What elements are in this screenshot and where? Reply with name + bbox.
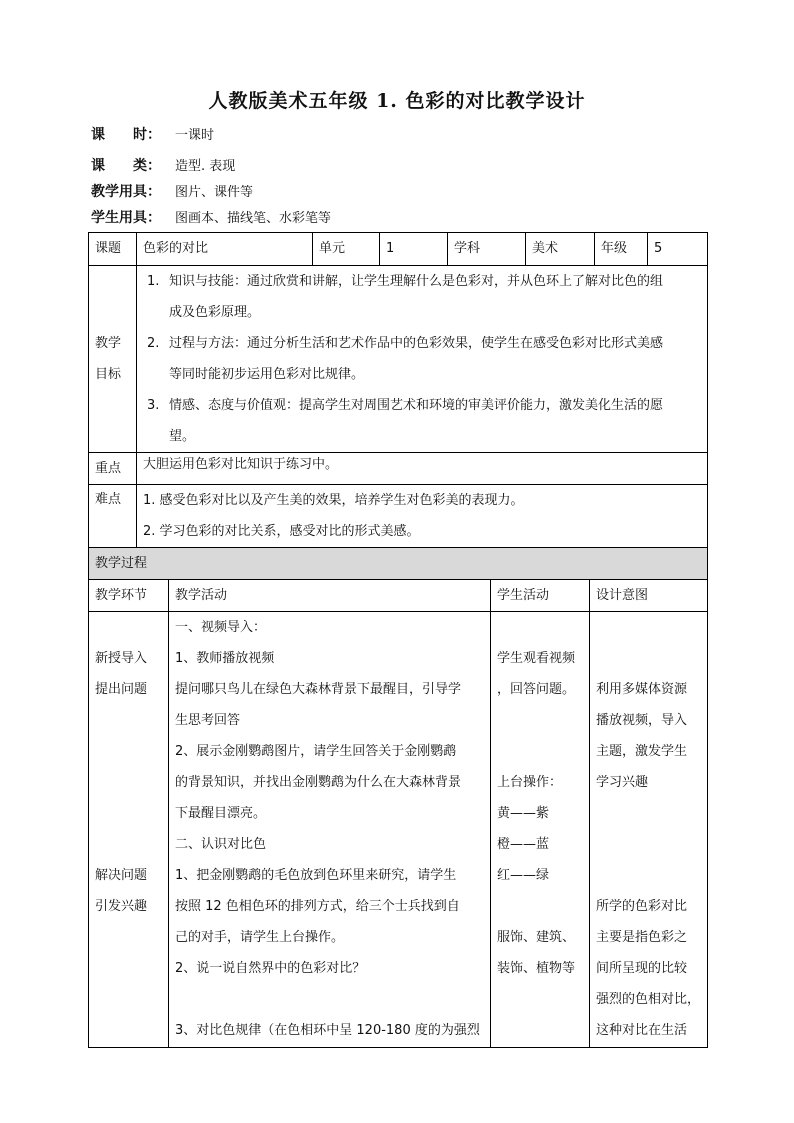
unit-value: 1 [380, 233, 448, 266]
subject-label: 学科 [448, 233, 526, 266]
stage-cell: 新授导入 提出问题 解决问题 引发兴趣 [89, 612, 169, 1048]
goal-item: 2. 过程与方法：通过分析生活和艺术作品中的色彩效果，使学生在感受色彩对比形式美感 等同时能初步运用色彩对比规律。 [147, 336, 664, 382]
unit-label: 单元 [313, 233, 380, 266]
activity-cell: 一、视频导入： 1、教师播放视频 提问哪只鸟儿在绿色大森林背景下最醒目，引导学 生思考回答 2、展示金刚鹦鹉图片，请学生回答关于金刚鹦鹉 的背景知识，并找出金刚鹦鹉为什么在大森林背景 下最醒目漂亮。 二、认识对比色 1、把金刚鹦鹉的毛色放到色环里来研究，请学生 按照 12 色相色环的排列方式，给三个士兵找到自 己的对手，请学生上台操作。 2、说一说自然界中的色彩对比？ 3、对比色规律（在色相环中呈 120-180 度的为强烈 [169, 612, 491, 1048]
intent-cell: 利用多媒体资源 播放视频，导入 主题，激发学生 学习兴趣 所学的色彩对比 主要是指色彩之 间所呈现的比较 强烈的色相对比， 这种对比在生活 [590, 612, 708, 1048]
meta-key: 学生用具： [91, 210, 161, 226]
goal-item: 1. 知识与技能：通过欣赏和讲解，让学生理解什么是色彩对，并从色环上了解对比色的组 成及色彩原理。 [147, 274, 664, 320]
col-stage: 教学环节 [89, 580, 169, 612]
difficulty-item: 1. 感受色彩对比以及产生美的效果，培养学生对色彩美的表现力。 [143, 493, 524, 508]
meta-value: 图画本、描线笔、水彩笔等 [175, 211, 332, 226]
topic-label: 课题 [89, 233, 137, 266]
difficulty-item: 2. 学习色彩的对比关系，感受对比的形式美感。 [143, 524, 420, 539]
meta-value: 一课时 [175, 128, 215, 143]
goals-content [137, 266, 708, 453]
meta-row-type [91, 155, 235, 175]
meta-value: 造型. 表现 [175, 159, 236, 174]
difficulty-row [89, 485, 708, 548]
meta-value: 图片、课件等 [175, 185, 254, 200]
col-student: 学生活动 [491, 580, 590, 612]
teaching-process-table [88, 547, 708, 1048]
process-header-row [89, 548, 708, 580]
grade-value: 5 [648, 233, 708, 266]
meta-row-teaching-tools [91, 181, 253, 201]
col-activity: 教学活动 [169, 580, 491, 612]
topic-value: 色彩的对比 [137, 233, 313, 266]
lesson-info-table [88, 232, 708, 548]
meta-row-student-tools [91, 207, 331, 227]
difficulty-label: 难点 [89, 485, 137, 548]
key-point-row [89, 453, 708, 485]
key-point-label: 重点 [89, 453, 137, 485]
grade-label: 年级 [595, 233, 648, 266]
info-row [89, 233, 708, 266]
difficulty-content [137, 485, 708, 548]
goal-item: 3. 情感、态度与价值观：提高学生对周围艺术和环境的审美评价能力，激发美化生活的愿 望。 [147, 398, 664, 444]
meta-key: 课 类： [91, 158, 161, 174]
meta-row-period [91, 124, 214, 144]
process-header: 教学过程 [89, 548, 708, 580]
col-intent: 设计意图 [590, 580, 708, 612]
key-point-text: 大胆运用色彩对比知识于练习中。 [137, 453, 708, 485]
student-cell: 学生观看视频 ，回答问题。 上台操作： 黄——紫 橙——蓝 红——绿 服饰、建筑、 装饰、植物等 [491, 612, 590, 1048]
process-body-row [89, 612, 708, 1048]
process-columns-row [89, 580, 708, 612]
goals-row [89, 266, 708, 453]
page-title: 人教版美术五年级 1. 色彩的对比教学设计 [208, 90, 586, 112]
goals-label: 教学目标 [89, 266, 137, 453]
meta-key: 教学用具： [91, 184, 161, 200]
meta-key: 课 时： [91, 127, 161, 143]
subject-value: 美术 [526, 233, 595, 266]
